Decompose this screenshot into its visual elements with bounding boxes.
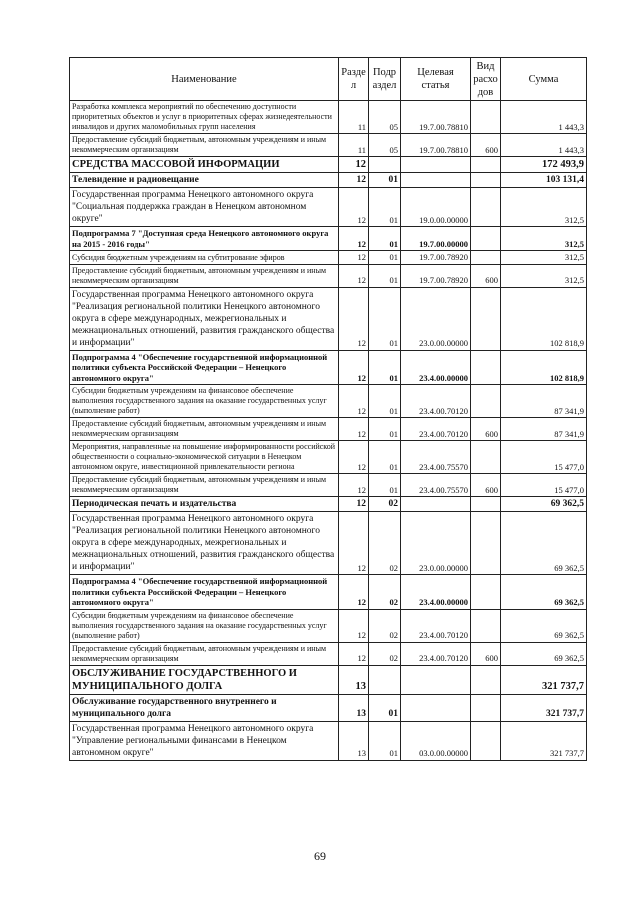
table-header-row — [70, 58, 587, 101]
row-subsection: 01 — [369, 264, 401, 287]
row-target: 23.4.00.75570 — [401, 474, 471, 497]
row-type — [471, 497, 501, 512]
table-row — [70, 512, 587, 575]
table-row — [70, 441, 587, 474]
row-sum: 1 443,3 — [501, 101, 587, 134]
row-name: Разработка комплекса мероприятий по обеспечению доступности приоритетных объектов и услуг в приоритетных сферах жизнедеятельности инвалидов и других маломобильных групп населения — [70, 101, 339, 134]
row-subsection: 02 — [369, 512, 401, 575]
row-type — [471, 173, 501, 188]
row-target: 23.4.00.70120 — [401, 642, 471, 665]
row-subsection: 01 — [369, 350, 401, 385]
row-type — [471, 350, 501, 385]
row-subsection: 01 — [369, 188, 401, 227]
row-sum: 321 737,7 — [501, 721, 587, 760]
row-subsection: 01 — [369, 251, 401, 265]
row-sum: 312,5 — [501, 251, 587, 265]
table-row — [70, 157, 587, 173]
row-name: Предоставление субсидий бюджетным, автономным учреждениям и иным некоммерческим организациям — [70, 418, 339, 441]
row-type — [471, 251, 501, 265]
row-type — [471, 188, 501, 227]
row-target — [401, 157, 471, 173]
row-sum: 69 362,5 — [501, 497, 587, 512]
table-row — [70, 721, 587, 760]
row-section: 12 — [339, 642, 369, 665]
row-name: Предоставление субсидий бюджетным, автономным учреждениям и иным некоммерческим организациям — [70, 474, 339, 497]
row-name: Субсидия бюджетным учреждениям на субтитрование эфиров — [70, 251, 339, 265]
header-type: Вид расхо дов — [471, 58, 501, 101]
header-name: Наименование — [70, 58, 339, 101]
row-target: 19.7.00.78810 — [401, 101, 471, 134]
row-type — [471, 227, 501, 251]
row-sum: 102 818,9 — [501, 287, 587, 350]
row-name: Подпрограмма 7 "Доступная среда Ненецкого автономного округа на 2015 - 2016 годы" — [70, 227, 339, 251]
row-type — [471, 101, 501, 134]
row-target: 19.0.00.00000 — [401, 188, 471, 227]
row-type — [471, 609, 501, 642]
table-row — [70, 251, 587, 265]
row-section: 13 — [339, 721, 369, 760]
row-target: 19.7.00.00000 — [401, 227, 471, 251]
row-target — [401, 694, 471, 721]
table-row — [70, 385, 587, 418]
table-row — [70, 188, 587, 227]
row-target: 03.0.00.00000 — [401, 721, 471, 760]
row-type: 600 — [471, 418, 501, 441]
row-name: СРЕДСТВА МАССОВОЙ ИНФОРМАЦИИ — [70, 157, 339, 173]
row-type — [471, 512, 501, 575]
row-target: 23.4.00.70120 — [401, 609, 471, 642]
row-section: 12 — [339, 418, 369, 441]
row-name: Мероприятия, направленные на повышение информированности российской общественности о социально-экономической ситуации в Ненецком автономном округе, инвестиционной привлекательности региона — [70, 441, 339, 474]
row-target: 19.7.00.78810 — [401, 134, 471, 157]
row-type — [471, 721, 501, 760]
table-row — [70, 134, 587, 157]
budget-table — [69, 57, 587, 761]
row-subsection: 05 — [369, 101, 401, 134]
row-type: 600 — [471, 264, 501, 287]
row-section: 12 — [339, 350, 369, 385]
row-target — [401, 497, 471, 512]
row-section: 13 — [339, 694, 369, 721]
row-section: 12 — [339, 441, 369, 474]
row-target: 19.7.00.78920 — [401, 251, 471, 265]
row-section: 12 — [339, 575, 369, 610]
row-target: 23.4.00.70120 — [401, 385, 471, 418]
row-section: 12 — [339, 512, 369, 575]
table-row — [70, 642, 587, 665]
row-section: 12 — [339, 609, 369, 642]
row-name: Государственная программа Ненецкого автономного округа "Реализация региональной политики Ненецкого автономного округа в сфере международных, межрегиональных и межнациональных отношений, развития гражданского общества и информации" — [70, 512, 339, 575]
row-section: 12 — [339, 173, 369, 188]
row-name: Предоставление субсидий бюджетным, автономным учреждениям и иным некоммерческим организациям — [70, 264, 339, 287]
row-subsection: 02 — [369, 497, 401, 512]
table-row — [70, 474, 587, 497]
table-row — [70, 173, 587, 188]
table-body — [70, 101, 587, 761]
table-row — [70, 264, 587, 287]
row-subsection: 02 — [369, 609, 401, 642]
row-name: Телевидение и радиовещание — [70, 173, 339, 188]
row-type — [471, 385, 501, 418]
row-subsection — [369, 665, 401, 694]
row-type — [471, 665, 501, 694]
row-name: Периодическая печать и издательства — [70, 497, 339, 512]
row-section: 12 — [339, 251, 369, 265]
row-sum: 69 362,5 — [501, 609, 587, 642]
header-subsection: Подр аздел — [369, 58, 401, 101]
row-subsection: 05 — [369, 134, 401, 157]
row-sum: 15 477,0 — [501, 441, 587, 474]
row-name: Предоставление субсидий бюджетным, автономным учреждениям и иным некоммерческим организациям — [70, 642, 339, 665]
row-sum: 69 362,5 — [501, 642, 587, 665]
row-sum: 102 818,9 — [501, 350, 587, 385]
row-sum: 1 443,3 — [501, 134, 587, 157]
row-section: 12 — [339, 264, 369, 287]
row-target: 23.4.00.75570 — [401, 441, 471, 474]
table-row — [70, 287, 587, 350]
row-sum: 87 341,9 — [501, 418, 587, 441]
row-type: 600 — [471, 474, 501, 497]
header-sum: Сумма — [501, 58, 587, 101]
row-sum: 312,5 — [501, 188, 587, 227]
row-type — [471, 575, 501, 610]
row-section: 12 — [339, 227, 369, 251]
row-section: 13 — [339, 665, 369, 694]
row-sum: 321 737,7 — [501, 694, 587, 721]
row-target: 23.4.00.00000 — [401, 575, 471, 610]
row-name: Подпрограмма 4 "Обеспечение государственной информационной политики субъекта Российской Федерации – Ненецкого автономного округа" — [70, 575, 339, 610]
row-subsection: 01 — [369, 721, 401, 760]
row-target: 19.7.00.78920 — [401, 264, 471, 287]
row-name: Обслуживание государственного внутреннего и муниципального долга — [70, 694, 339, 721]
header-section: Разде л — [339, 58, 369, 101]
row-name: Субсидии бюджетным учреждениям на финансовое обеспечение выполнения государственного задания на оказание государственных услуг (выполнение работ) — [70, 609, 339, 642]
row-name: ОБСЛУЖИВАНИЕ ГОСУДАРСТВЕННОГО И МУНИЦИПАЛЬНОГО ДОЛГА — [70, 665, 339, 694]
row-subsection: 02 — [369, 575, 401, 610]
row-target: 23.4.00.70120 — [401, 418, 471, 441]
row-section: 12 — [339, 385, 369, 418]
row-name: Предоставление субсидий бюджетным, автономным учреждениям и иным некоммерческим организациям — [70, 134, 339, 157]
row-sum: 312,5 — [501, 227, 587, 251]
row-subsection: 01 — [369, 474, 401, 497]
row-target: 23.0.00.00000 — [401, 287, 471, 350]
row-name: Подпрограмма 4 "Обеспечение государственной информационной политики субъекта Российской Федерации – Ненецкого автономного округа" — [70, 350, 339, 385]
row-subsection — [369, 157, 401, 173]
table-row — [70, 497, 587, 512]
row-name: Государственная программа Ненецкого автономного округа "Социальная поддержка граждан в Ненецком автономном округе" — [70, 188, 339, 227]
row-target: 23.4.00.00000 — [401, 350, 471, 385]
table-row — [70, 575, 587, 610]
row-sum: 321 737,7 — [501, 665, 587, 694]
row-subsection: 01 — [369, 385, 401, 418]
row-type — [471, 287, 501, 350]
row-subsection: 01 — [369, 418, 401, 441]
row-name: Государственная программа Ненецкого автономного округа "Управление региональными финансами в Ненецком автономном округе" — [70, 721, 339, 760]
row-sum: 87 341,9 — [501, 385, 587, 418]
row-section: 12 — [339, 188, 369, 227]
row-sum: 312,5 — [501, 264, 587, 287]
table-row — [70, 101, 587, 134]
row-type: 600 — [471, 134, 501, 157]
row-subsection: 02 — [369, 642, 401, 665]
row-sum: 103 131,4 — [501, 173, 587, 188]
row-target — [401, 173, 471, 188]
row-sum: 69 362,5 — [501, 512, 587, 575]
row-sum: 15 477,0 — [501, 474, 587, 497]
row-section: 12 — [339, 287, 369, 350]
row-target: 23.0.00.00000 — [401, 512, 471, 575]
row-subsection: 01 — [369, 694, 401, 721]
row-type — [471, 694, 501, 721]
table-row — [70, 418, 587, 441]
table-row — [70, 350, 587, 385]
row-type — [471, 157, 501, 173]
row-name: Государственная программа Ненецкого автономного округа "Реализация региональной политики Ненецкого автономного округа в сфере международных, межрегиональных и межнациональных отношений, развития гражданского общества и информации" — [70, 287, 339, 350]
table-row — [70, 227, 587, 251]
table-row — [70, 609, 587, 642]
row-type: 600 — [471, 642, 501, 665]
row-name: Субсидии бюджетным учреждениям на финансовое обеспечение выполнения государственного задания на оказание государственных услуг (выполнение работ) — [70, 385, 339, 418]
table-row — [70, 694, 587, 721]
row-subsection: 01 — [369, 287, 401, 350]
row-target — [401, 665, 471, 694]
table-row — [70, 665, 587, 694]
row-section: 12 — [339, 157, 369, 173]
row-section: 11 — [339, 134, 369, 157]
row-subsection: 01 — [369, 441, 401, 474]
row-sum: 172 493,9 — [501, 157, 587, 173]
row-section: 12 — [339, 497, 369, 512]
header-target: Целевая статья — [401, 58, 471, 101]
row-section: 12 — [339, 474, 369, 497]
row-subsection: 01 — [369, 173, 401, 188]
row-subsection: 01 — [369, 227, 401, 251]
page-number: 69 — [314, 849, 326, 863]
row-type — [471, 441, 501, 474]
row-section: 11 — [339, 101, 369, 134]
row-sum: 69 362,5 — [501, 575, 587, 610]
